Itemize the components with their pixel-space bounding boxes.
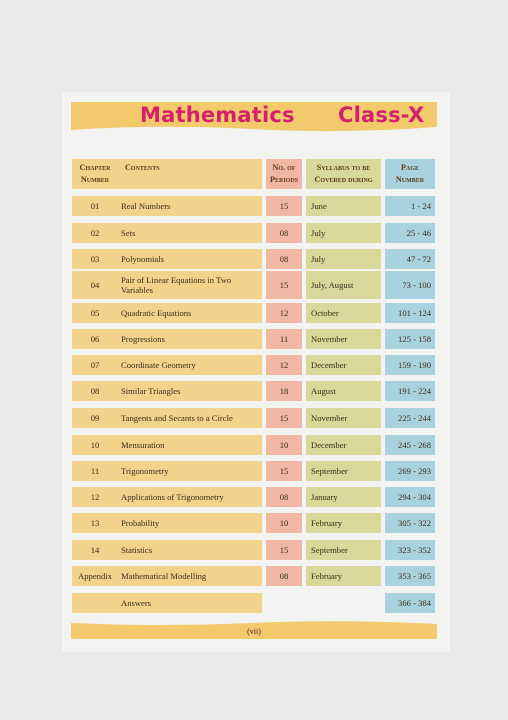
row-chapter-number: 08 bbox=[72, 381, 118, 401]
row-contents: Pair of Linear Equations in Two Variables bbox=[118, 271, 262, 299]
header-contents-label: Contents bbox=[125, 163, 160, 172]
row-chapter-number: 10 bbox=[72, 435, 118, 455]
row-contents: Statistics bbox=[118, 540, 262, 560]
header-syllabus-line2: Covered during bbox=[314, 175, 373, 184]
row-page-range: 245 - 268 bbox=[385, 435, 435, 455]
row-page-range: 269 - 293 bbox=[385, 461, 435, 481]
header-syllabus-line1: Syllabus to be bbox=[316, 163, 371, 172]
row-periods: 15 bbox=[266, 271, 302, 299]
row-chapter-number: 14 bbox=[72, 540, 118, 560]
row-periods: 12 bbox=[266, 355, 302, 375]
row-periods: 11 bbox=[266, 329, 302, 349]
row-contents: Mathematical Modelling bbox=[118, 566, 262, 586]
header-contents bbox=[118, 159, 262, 189]
row-syllabus-month: September bbox=[306, 540, 381, 560]
row-chapter-number: 11 bbox=[72, 461, 118, 481]
row-contents: Sets bbox=[118, 223, 262, 243]
row-chapter-number: 02 bbox=[72, 223, 118, 243]
header-page-line1: Page bbox=[400, 163, 419, 172]
row-syllabus-month: November bbox=[306, 408, 381, 428]
row-syllabus-month: July bbox=[306, 223, 381, 243]
row-periods: 08 bbox=[266, 249, 302, 269]
row-contents: Real Numbers bbox=[118, 196, 262, 216]
row-syllabus-month: December bbox=[306, 355, 381, 375]
row-contents: Probability bbox=[118, 513, 262, 533]
header-periods-line1: No. of bbox=[272, 163, 296, 172]
row-periods: 08 bbox=[266, 223, 302, 243]
row-syllabus-month: December bbox=[306, 435, 381, 455]
row-periods: 12 bbox=[266, 303, 302, 323]
page-number-footer: (vii) bbox=[247, 627, 261, 636]
class-title: Class-X bbox=[338, 103, 425, 127]
row-periods: 15 bbox=[266, 540, 302, 560]
header-chapter-line1: Chapter bbox=[79, 163, 111, 172]
row-page-range: 191 - 224 bbox=[385, 381, 435, 401]
subject-title: Mathematics bbox=[140, 103, 295, 127]
header-page-number bbox=[385, 159, 435, 189]
row-syllabus-month: February bbox=[306, 566, 381, 586]
row-periods: 08 bbox=[266, 566, 302, 586]
row-contents: Answers bbox=[118, 593, 262, 613]
row-contents: Progressions bbox=[118, 329, 262, 349]
row-periods: 15 bbox=[266, 408, 302, 428]
row-page-range: 294 - 304 bbox=[385, 487, 435, 507]
row-chapter-number: 01 bbox=[72, 196, 118, 216]
row-periods: 08 bbox=[266, 487, 302, 507]
header-chapter-number bbox=[72, 159, 118, 189]
header-periods-line2: Periods bbox=[269, 175, 298, 184]
row-contents: Trigonometry bbox=[118, 461, 262, 481]
footer-wave bbox=[71, 619, 437, 627]
row-periods: 10 bbox=[266, 435, 302, 455]
row-page-range: 25 - 46 bbox=[385, 223, 435, 243]
row-chapter-number: Appendix bbox=[72, 566, 118, 586]
row-page-range: 305 - 322 bbox=[385, 513, 435, 533]
row-contents: Tangents and Secants to a Circle bbox=[118, 408, 262, 428]
row-syllabus-month: July bbox=[306, 249, 381, 269]
row-contents: Mensuration bbox=[118, 435, 262, 455]
row-periods: 15 bbox=[266, 196, 302, 216]
row-contents: Applications of Trigonometry bbox=[118, 487, 262, 507]
row-chapter-number: 09 bbox=[72, 408, 118, 428]
row-page-range: 323 - 352 bbox=[385, 540, 435, 560]
row-page-range: 125 - 158 bbox=[385, 329, 435, 349]
row-syllabus-month: September bbox=[306, 461, 381, 481]
row-contents: Quadratic Equations bbox=[118, 303, 262, 323]
row-chapter-number: 03 bbox=[72, 249, 118, 269]
row-page-range: 159 - 190 bbox=[385, 355, 435, 375]
row-page-range: 1 - 24 bbox=[385, 196, 435, 216]
row-page-range: 47 - 72 bbox=[385, 249, 435, 269]
header-syllabus bbox=[306, 159, 381, 189]
header-periods bbox=[266, 159, 302, 189]
row-contents: Coordinate Geometry bbox=[118, 355, 262, 375]
row-page-range: 225 - 244 bbox=[385, 408, 435, 428]
row-contents: Similar Triangles bbox=[118, 381, 262, 401]
row-syllabus-month: November bbox=[306, 329, 381, 349]
row-syllabus-month: July, August bbox=[306, 271, 381, 299]
row-contents: Polynomials bbox=[118, 249, 262, 269]
row-periods: 15 bbox=[266, 461, 302, 481]
row-chapter-number: 07 bbox=[72, 355, 118, 375]
row-page-range: 366 - 384 bbox=[385, 593, 435, 613]
row-page-range: 101 - 124 bbox=[385, 303, 435, 323]
row-chapter-number: 12 bbox=[72, 487, 118, 507]
header-page-line2: Number bbox=[395, 175, 425, 184]
row-syllabus-month: June bbox=[306, 196, 381, 216]
row-page-range: 353 - 365 bbox=[385, 566, 435, 586]
row-periods: 10 bbox=[266, 513, 302, 533]
row-syllabus-month: January bbox=[306, 487, 381, 507]
row-chapter-number: 05 bbox=[72, 303, 118, 323]
row-chapter-number: 06 bbox=[72, 329, 118, 349]
header-chapter-line2: Number bbox=[80, 175, 110, 184]
row-syllabus-month: February bbox=[306, 513, 381, 533]
row-syllabus-month: October bbox=[306, 303, 381, 323]
row-chapter-number: 04 bbox=[72, 271, 118, 299]
row-syllabus-month: August bbox=[306, 381, 381, 401]
row-chapter-number: 13 bbox=[72, 513, 118, 533]
row-page-range: 73 - 100 bbox=[385, 271, 435, 299]
row-chapter-number bbox=[72, 593, 118, 613]
row-periods: 18 bbox=[266, 381, 302, 401]
